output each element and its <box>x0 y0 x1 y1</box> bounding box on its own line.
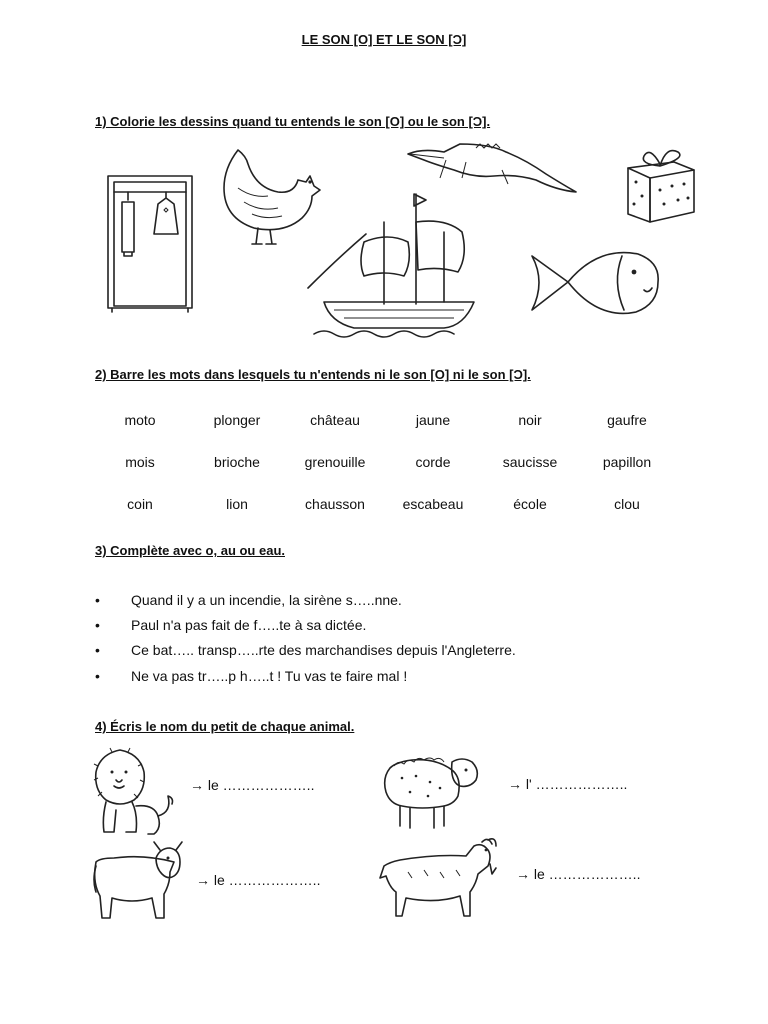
sentence-text: Quand il y a un incendie, la sirène s…..nne. <box>131 592 402 608</box>
fish-icon <box>528 246 660 320</box>
sentence-item <box>95 642 516 658</box>
crocodile-icon <box>406 138 578 198</box>
wardrobe-icon <box>106 174 196 314</box>
answer-cow: → le ……………….. <box>196 872 321 888</box>
word-moto: moto <box>124 412 156 428</box>
word-brioche: brioche <box>214 454 260 470</box>
page-title: LE SON [O] ET LE SON [Ɔ] <box>301 32 467 47</box>
bullet: • <box>95 642 100 658</box>
word-escabeau: escabeau <box>402 496 464 512</box>
exercise3-heading: 3) Complète avec o, au ou eau. <box>95 543 285 558</box>
word-coin: coin <box>127 496 153 512</box>
exercise2-heading: 2) Barre les mots dans lesquels tu n'entends ni le son [O] ni le son [Ɔ]. <box>95 367 531 382</box>
sentence-item <box>95 668 407 684</box>
answer-goat: → le ……………….. <box>516 866 641 882</box>
bullet: • <box>95 617 100 633</box>
word-papillon: papillon <box>602 454 652 470</box>
cow-icon <box>90 840 186 920</box>
sheep-icon <box>380 748 480 830</box>
sentence-text: Ce bat….. transp…..rte des marchandises depuis l'Angleterre. <box>131 642 516 658</box>
bullet: • <box>95 592 100 608</box>
word-ecole: école <box>513 496 547 512</box>
bullet: • <box>95 668 100 684</box>
sentence-item <box>95 592 402 608</box>
word-chateau: château <box>310 412 360 428</box>
word-corde: corde <box>415 454 451 470</box>
word-clou: clou <box>614 496 640 512</box>
answer-sheep: → l' ……………….. <box>508 776 628 792</box>
exercise1-heading: 1) Colorie les dessins quand tu entends le son [O] ou le son [Ɔ]. <box>95 114 491 129</box>
ship-icon <box>304 192 484 342</box>
word-lion: lion <box>226 496 248 512</box>
sentence-text: Ne va pas tr…..p h…..t ! Tu vas te faire mal ! <box>131 668 408 684</box>
word-gaufre: gaufre <box>607 412 647 428</box>
word-mois: mois <box>125 454 155 470</box>
exercise4-heading: 4) Écris le nom du petit de chaque animal. <box>95 719 355 734</box>
word-grenouille: grenouille <box>304 454 366 470</box>
answer-lion: → le ……………….. <box>190 777 315 793</box>
word-jaune: jaune <box>415 412 451 428</box>
sentence-item <box>95 617 366 633</box>
sentence-text: Paul n'a pas fait de f…..te à sa dictée. <box>131 617 367 633</box>
lion-icon <box>92 746 178 836</box>
goat-icon <box>378 836 502 920</box>
word-noir: noir <box>518 412 542 428</box>
gift-icon <box>624 138 698 224</box>
word-plonger: plonger <box>213 412 261 428</box>
word-chausson: chausson <box>305 496 365 512</box>
word-saucisse: saucisse <box>502 454 558 470</box>
